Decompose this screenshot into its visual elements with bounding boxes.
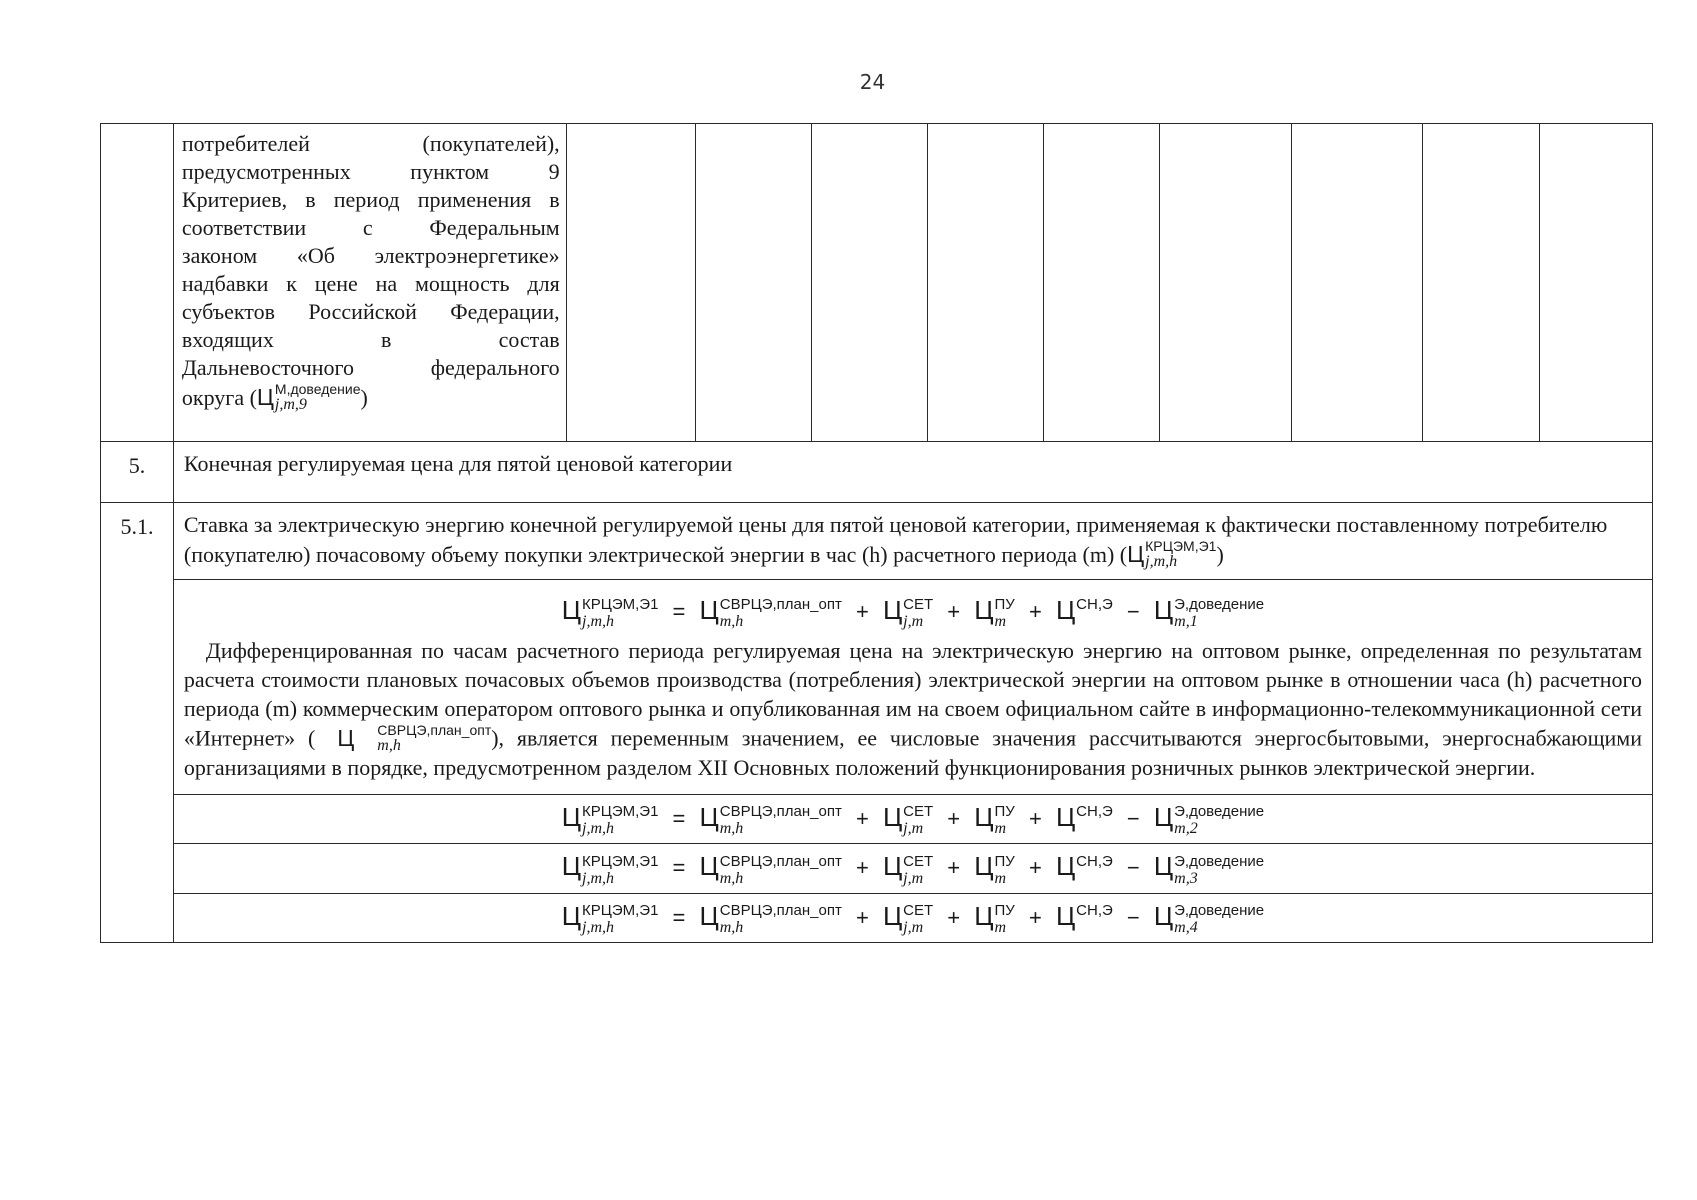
formula-row-1	[101, 580, 1653, 795]
description-line: субъектов Российской Федерации,	[181, 299, 560, 324]
formula-row-3	[101, 844, 1653, 893]
description-line: предусмотренных пунктом 9	[181, 159, 560, 184]
description-line: соответствии с Федеральным	[181, 215, 560, 240]
formula-cell	[173, 844, 1652, 893]
formula: Ц КРЦЭМ,Э1 j,m,h = Ц СВРЦЭ,план_опт m,h + Ц СЕТ j,m + Ц ПУ m + Ц СН,Э − Ц Э,доведение m,4	[561, 900, 1265, 936]
description-line: законом «Об электроэнергетике»	[181, 243, 560, 268]
explanation-paragraph: Дифференцированная по часам расчетного периода регулируемая цена на электрическую энергию на оптовом рынке, определенная по результатам расчета стоимости плановых почасовых объемов производства (потребления) электрической энергии на оптовом рынке в отношении часа (h) расчетного периода (m) коммерческим оператором оптового рынка и опубликованная им на своем официальном сайте в информационно-телекоммуникационной сети «Интернет» ( Ц СВРЦЭ,план_опт m,h ), является переменным значением, ее числовые значения рассчитываются энергосбытовыми, энергоснабжающими организациями в порядке, предусмотренном разделом XII Основных положений функционирования розничных рынков электрической энергии.	[183, 638, 1642, 781]
value-cell	[696, 124, 811, 442]
row-title: Конечная регулируемая цена для пятой ценовой категории	[173, 442, 1652, 503]
table-row-5	[101, 442, 1653, 503]
price-table	[100, 123, 1653, 943]
value-cell	[1159, 124, 1291, 442]
formula-row-4	[101, 893, 1653, 942]
formula: Ц КРЦЭМ,Э1 j,m,h = Ц СВРЦЭ,план_опт m,h + Ц СЕТ j,m + Ц ПУ m + Ц СН,Э − Ц Э,доведение m,3	[561, 851, 1265, 887]
description-line: потребителей (покупателей),	[181, 131, 560, 156]
formula-cell	[173, 893, 1652, 942]
value-cell	[1291, 124, 1423, 442]
price-symbol: Ц СВРЦЭ,план_опт m,h	[337, 722, 492, 755]
value-cell	[928, 124, 1043, 442]
value-cell	[1539, 124, 1652, 442]
row-number: 5.1.	[101, 503, 174, 943]
value-cell	[1043, 124, 1159, 442]
table-row-5-1	[101, 503, 1653, 580]
description-line: надбавки к цене на мощность для	[181, 271, 560, 296]
row-number-cell	[101, 124, 174, 442]
price-symbol: Ц М,доведение j,m,9	[256, 381, 361, 413]
value-cell	[1423, 124, 1539, 442]
formula-row-2	[101, 795, 1653, 844]
description-line: входящих в состав	[181, 327, 560, 352]
value-cell	[811, 124, 927, 442]
row-number: 5.	[101, 442, 174, 503]
value-cell	[566, 124, 696, 442]
formula-cell	[173, 795, 1652, 844]
indicator-description	[173, 124, 566, 442]
description-line: Критериев, в период применения в	[181, 187, 560, 212]
formula: Ц КРЦЭМ,Э1 j,m,h = Ц СВРЦЭ,план_опт m,h + Ц СЕТ j,m + Ц ПУ m + Ц СН,Э − Ц Э,доведение m,1	[561, 595, 1265, 631]
table-row-continuation	[101, 124, 1653, 442]
formula: Ц КРЦЭМ,Э1 j,m,h = Ц СВРЦЭ,план_опт m,h + Ц СЕТ j,m + Ц ПУ m + Ц СН,Э − Ц Э,доведение m,2	[561, 802, 1265, 838]
page-number: 24	[859, 70, 886, 94]
description-line: Дальневосточного федерального	[181, 355, 560, 380]
formula-cell	[173, 580, 1652, 795]
row-title: Ставка за электрическую энергию конечной регулируемой цены для пятой ценовой категории, применяемая к фактически поставленному потребителю (покупателю) почасовому объему покупки электрической энергии в час (h) расчетного периода (m) ( Ц КРЦЭМ,Э1 j,m,h )	[173, 503, 1652, 580]
description-last-line: округа ( Ц М,доведение j,m,9 )	[181, 381, 368, 413]
price-symbol: Ц КРЦЭМ,Э1 j,m,h	[1127, 538, 1217, 570]
